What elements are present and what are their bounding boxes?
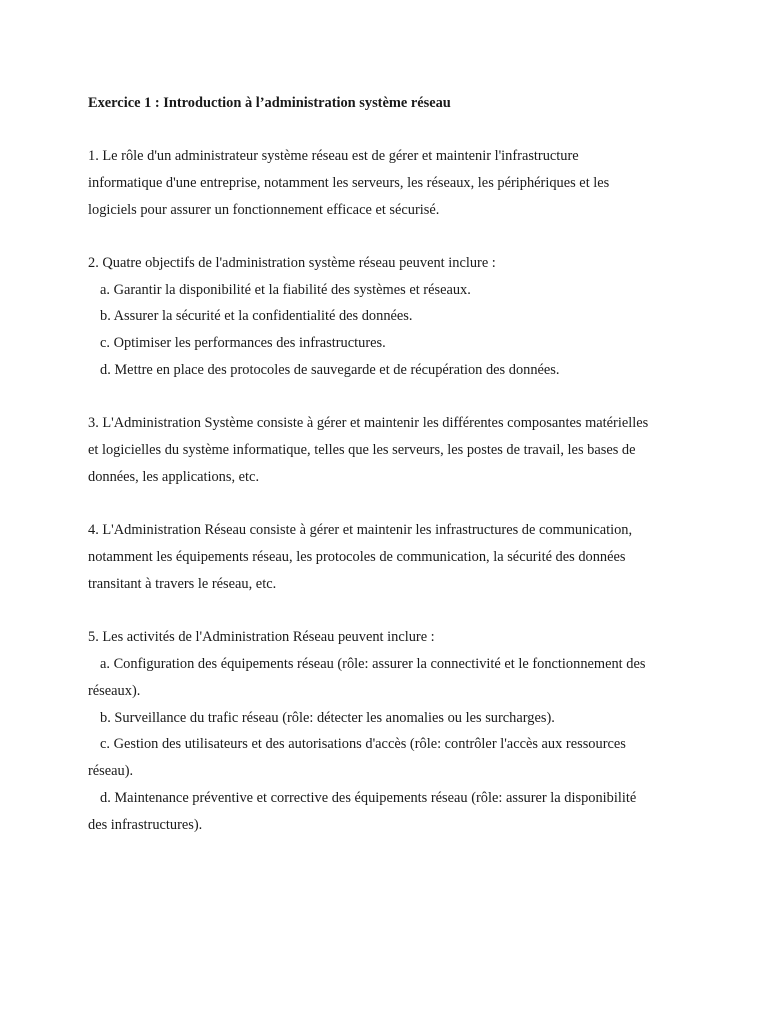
section-4-line: 4. L'Administration Réseau consiste à gérer et maintenir les infrastructures de communication,	[88, 522, 633, 539]
section-3-line: données, les applications, etc.	[88, 468, 260, 485]
section-3-line: et logicielles du système informatique, telles que les serveurs, les postes de travail, les bases de	[88, 442, 636, 459]
spacer	[88, 491, 688, 518]
objective-item: c. Optimiser les performances des infrastructures.	[100, 335, 386, 352]
section-3	[88, 410, 688, 490]
spacer	[88, 384, 688, 411]
spacer	[88, 116, 688, 143]
document-page	[88, 90, 688, 839]
exercise-title: Exercice 1 : Introduction à l’administration système réseau	[88, 95, 451, 111]
activity-item: b. Surveillance du trafic réseau (rôle: détecter les anomalies ou les surcharges).	[100, 709, 555, 726]
activity-item: d. Maintenance préventive et corrective des équipements réseau (rôle: assurer la disponibilité	[100, 789, 637, 806]
activity-item-continuation: réseau).	[88, 763, 134, 780]
activity-item-continuation: des infrastructures).	[88, 816, 203, 833]
spacer	[88, 223, 688, 250]
section-2-intro: 2. Quatre objectifs de l'administration système réseau peuvent inclure :	[88, 254, 496, 271]
objective-item: b. Assurer la sécurité et la confidentialité des données.	[100, 308, 413, 325]
activity-item: c. Gestion des utilisateurs et des autorisations d'accès (rôle: contrôler l'accès aux ressources	[100, 736, 626, 753]
section-1-line: 1. Le rôle d'un administrateur système réseau est de gérer et maintenir l'infrastructure	[88, 148, 579, 164]
section-5	[88, 624, 688, 838]
activity-item-continuation: réseaux).	[88, 682, 141, 699]
section-2	[88, 250, 688, 384]
section-4	[88, 517, 688, 597]
section-1	[88, 143, 688, 223]
section-4-line: notamment les équipements réseau, les protocoles de communication, la sécurité des données	[88, 549, 626, 566]
section-1-line: logiciels pour assurer un fonctionnement efficace et sécurisé.	[88, 201, 440, 218]
objective-item: d. Mettre en place des protocoles de sauvegarde et de récupération des données.	[100, 362, 560, 379]
section-5-intro: 5. Les activités de l'Administration Réseau peuvent inclure :	[88, 629, 435, 646]
section-4-line: transitant à travers le réseau, etc.	[88, 575, 277, 592]
section-3-line: 3. L'Administration Système consiste à gérer et maintenir les différentes composantes matérielles	[88, 415, 649, 432]
spacer	[88, 598, 688, 625]
objective-item: a. Garantir la disponibilité et la fiabilité des systèmes et réseaux.	[100, 281, 471, 298]
activity-item: a. Configuration des équipements réseau (rôle: assurer la connectivité et le fonctionnement des	[100, 655, 646, 672]
section-1-line: informatique d'une entreprise, notamment les serveurs, les réseaux, les périphériques et les	[88, 174, 610, 191]
